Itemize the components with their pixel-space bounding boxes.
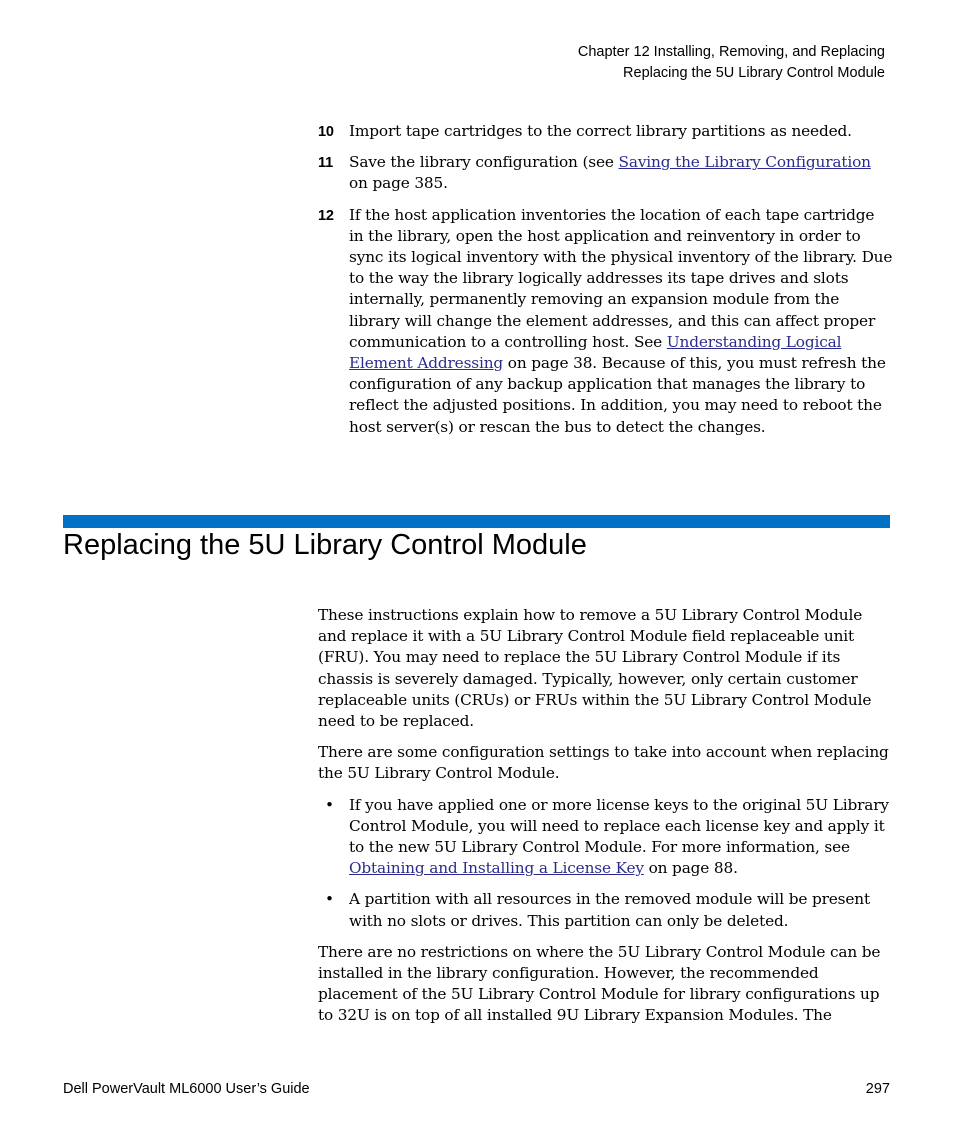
step-10	[318, 121, 893, 142]
header-section: Replacing the 5U Library Control Module	[623, 65, 885, 81]
bullet-item-partition	[318, 889, 890, 931]
intro-paragraph: These instructions explain how to remove a 5U Library Control Module and replace it with a 5U Library Control Module field replaceable unit (FRU). You may need to replace the 5U Library Control Module if its chassis is severely damaged. Typically, however, only certain customer replaceable units (CRUs) or FRUs within the 5U Library Control Module need to be replaced.	[318, 606, 872, 731]
page-number: 297	[865, 1081, 890, 1097]
procedure-steps	[318, 121, 893, 448]
link-obtaining-installing-license-key[interactable]: Obtaining and Installing a License Key	[349, 859, 644, 878]
bullet-item-license-keys	[318, 795, 890, 880]
bullet-text: If you have applied one or more license keys to the original 5U Library Control Module, you will need to replace each license key and apply it to the new 5U Library Control Module. For more information, see	[349, 795, 889, 857]
config-settings-paragraph: There are some configuration settings to take into account when replacing the 5U Library Control Module.	[318, 743, 889, 783]
section-heading: Replacing the 5U Library Control Module	[63, 529, 587, 561]
placement-paragraph: There are no restrictions on where the 5U Library Control Module can be installed in the library configuration. However, the recommended placement of the 5U Library Control Module for library configurations up to 32U is on top of all installed 9U Library Expansion Modules. The	[318, 942, 881, 1025]
step-text: Save the library configuration (see	[349, 153, 619, 172]
link-saving-library-configuration[interactable]: Saving the Library Configuration	[618, 153, 871, 172]
step-number: 10	[318, 124, 334, 140]
step-text-after: on page 38. Because of this, you must refresh the configuration of any backup application that manages the library to reflect the adjusted positions. In addition, you may need to reboot the host server(s) or rescan the bus to detect the changes.	[349, 354, 886, 436]
step-number: 11	[318, 155, 334, 172]
bullet-list	[318, 795, 890, 932]
bullet-icon: •	[325, 795, 334, 814]
step-12	[318, 205, 893, 438]
step-number: 12	[318, 207, 334, 224]
running-header	[578, 42, 885, 84]
link-understanding-logical-element-addressing[interactable]: Understanding Logical Element Addressing	[349, 332, 842, 373]
header-chapter: Chapter 12 Installing, Removing, and Replacing	[577, 44, 885, 60]
step-text: If the host application inventories the location of each tape cartridge in the library, open the host application and reinventory in order to sync its logical inventory with the physical inventory of the library. Due to the way the library logically addresses its tape drives and slots internally, permanently removing an expansion module from the library will change the element addresses, and this can affect proper communication to a controlling host. See	[349, 205, 893, 351]
step-11	[318, 152, 893, 194]
footer-guide-title: Dell PowerVault ML6000 User’s Guide	[63, 1081, 310, 1097]
bullet-text-after: on page 88.	[643, 859, 738, 878]
step-text: Import tape cartridges to the correct library partitions as needed.	[349, 122, 852, 140]
bullet-icon: •	[325, 890, 334, 909]
section-body	[318, 605, 890, 1037]
bullet-text: A partition with all resources in the removed module will be present with no slots or drives. This partition can only be deleted.	[349, 890, 870, 930]
step-text-after: on page 385.	[349, 174, 448, 193]
